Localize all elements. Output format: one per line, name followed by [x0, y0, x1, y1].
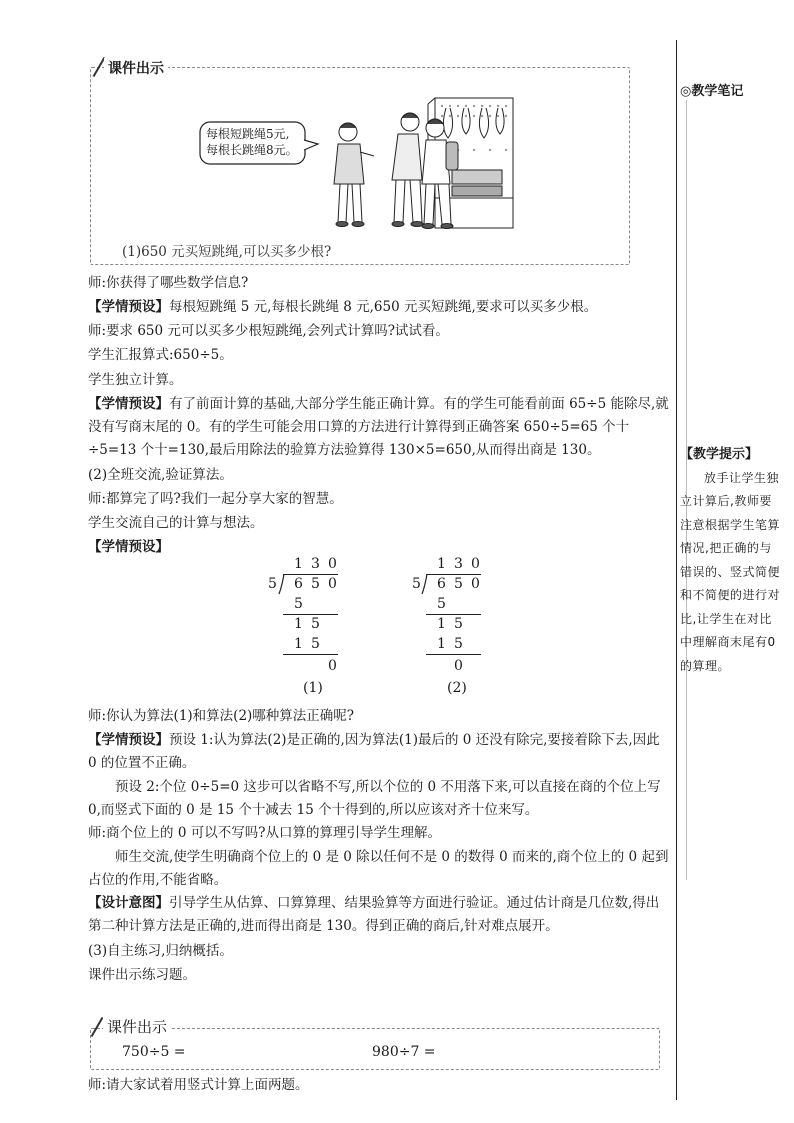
notes-title: ◎教学笔记: [680, 84, 744, 99]
tip-body: 放手让学生独立计算后,教师要注意根据学生笔算情况,把正确的与错误的、竖式简便和不简便的进行对比,让学生在对比中理解商末尾有0的算理。: [680, 470, 781, 673]
boy-icon: [392, 113, 423, 227]
paragraph: 【学情预设】每根短跳绳 5 元,每根长跳绳 8 元,650 元买短跳绳,要求可以买多少根。: [88, 299, 598, 315]
paragraph: 师:请大家试着用竖式计算上面两题。: [88, 1077, 309, 1093]
tag: 【设计意图】: [88, 895, 169, 911]
paragraph: 师:都算完了吗?我们一起分享大家的智慧。: [88, 491, 343, 507]
shop-illustration: [190, 90, 520, 235]
caption-1: (1): [303, 680, 323, 696]
tag: 【学情预设】: [88, 299, 169, 315]
bubble-line-1: 每根短跳绳5元,: [206, 127, 290, 141]
caption-2: (2): [447, 680, 467, 696]
exercise-1: 750÷5 =: [122, 1044, 186, 1060]
tag: 【学情预设】: [88, 732, 169, 748]
paragraph: 学生独立计算。: [88, 372, 183, 388]
exercise-2: 980÷7 =: [372, 1044, 436, 1060]
tag: 【学情预设】: [88, 396, 169, 412]
paragraph: 师:商个位上的 0 可以不写吗?从口算的算理引导学生理解。: [88, 825, 441, 841]
paragraph: 师:你获得了哪些数学信息?: [88, 275, 249, 291]
paragraph: 【学情预设】预设 1:认为算法(2)是正确的,因为算法(1)最后的 0 还没有除完,要接着除下去,因此 0 的位置不正确。: [88, 732, 660, 771]
division-bracket-icon: [421, 574, 431, 596]
paragraph: 预设 2:个位 0÷5=0 这步可以省略不写,所以个位的 0 不用落下来,可以直接在商的个位上写 0,而竖式下面的 0 是 15 个十减去 15 个十得到的,所以应该对齐十位来写。: [88, 779, 661, 818]
courseware-label-2: 课件出示: [103, 1016, 171, 1037]
tip-title: 【教学提示】: [680, 447, 759, 462]
question-1: (1)650 元买短跳绳,可以买多少根?: [122, 244, 332, 260]
paragraph: 师:你认为算法(1)和算法(2)哪种算法正确呢?: [88, 708, 355, 724]
paragraph: 学生汇报算式:650÷5。: [88, 347, 233, 363]
margin-rule: [676, 40, 677, 1100]
paragraph: 师:要求 650 元可以买多少根短跳绳,会列式计算吗?试试看。: [88, 323, 449, 339]
paragraph: 课件出示练习题。: [88, 967, 196, 983]
courseware-label-1: 课件出示: [104, 58, 168, 78]
bubble-text: [206, 126, 298, 158]
bubble-line-2: 每根长跳绳8元。: [206, 143, 298, 157]
division-bracket-icon: [278, 574, 288, 596]
paragraph: 学生交流自己的计算与想法。: [88, 515, 264, 531]
paragraph: (2)全班交流,验证算法。: [88, 467, 233, 483]
teaching-tip: [680, 443, 780, 678]
paragraph: 【学情预设】: [88, 539, 169, 555]
paragraph: 【设计意图】引导学生从估算、口算算理、结果验算等方面进行验证。通过估计商是几位数,得出第二种计算方法是正确的,进而得出商是 130。得到正确的商后,针对难点展开。: [88, 895, 660, 934]
paragraph: (3)自主练习,归纳概括。: [88, 943, 233, 959]
paragraph: 【学情预设】有了前面计算的基础,大部分学生能正确计算。有的学生可能看前面 65÷5 能除尽,就没有写商末尾的 0。有的学生可能会用口算的方法进行计算得到正确答案 650÷5=65 个十÷5=13 个十=130,最后用除法的验算方法验算得 130×5=650,从而得出商是 130。: [88, 396, 669, 458]
paragraph: 师生交流,使学生明确商个位上的 0 是 0 除以任何不是 0 的数得 0 而来的,商个位上的 0 起到占位的作用,不能省略。: [88, 849, 669, 888]
boy-icon: [334, 123, 374, 227]
